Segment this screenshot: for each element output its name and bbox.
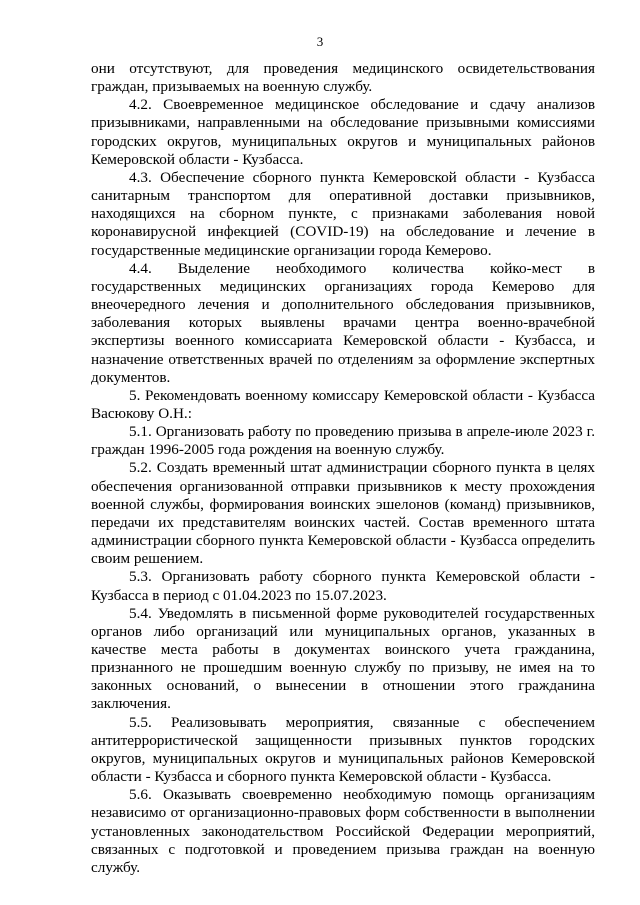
paragraph-5-2: 5.2. Создать временный штат администрации сборного пункта в целях обеспечения организованной отправки призывников к месту прохождения военной службы, формирования воинских эшелонов (команд) призывников, передачи их представителям воинских частей. Состав временного штата администрации сборного пункта Кемеровской области - Кузбасса определить своим решением. [91, 459, 595, 568]
paragraph-5-3: 5.3. Организовать работу сборного пункта Кемеровской области - Кузбасса в период с 01.04.2023 по 15.07.2023. [91, 568, 595, 604]
paragraph-4-3: 4.3. Обеспечение сборного пункта Кемеровской области - Кузбасса санитарным транспортом для оперативной доставки призывников, находящихся на сборном пункте, с признаками заболевания новой коронавирусной инфекцией (COVID-19) на обследование и лечение в государственные медицинские организации города Кемерово. [91, 168, 595, 259]
paragraph-5-6: 5.6. Оказывать своевременно необходимую помощь организациям независимо от организационно-правовых форм собственности в выполнении установленных законодательством Российской Федерации мероприятий, связанных с подготовкой и проведением призыва граждан на военную службу. [91, 786, 595, 876]
paragraph-4-2: 4.2. Своевременное медицинское обследование и сдачу анализов призывниками, направленными на обследование призывными комиссиями городских округов, муниципальных округов и муниципальных районов Кемеровской области - Кузбасса. [91, 96, 595, 168]
paragraph-4-4: 4.4. Выделение необходимого количества койко-мест в государственных медицинских организациях города Кемерово для внеочередного лечения и дополнительного обследования призывников, заболевания которых выявлены врачами центра военно-врачебной экспертизы военного комиссариата Кемеровской области - Кузбасса, и назначение ответственных врачей по отделениям за оформление экспертных документов. [91, 259, 595, 386]
paragraph-continuation: они отсутствуют, для проведения медицинского освидетельствования граждан, призываемых на военную службу. [91, 60, 595, 96]
document-body [91, 60, 595, 877]
paragraph-5: 5. Рекомендовать военному комиссару Кемеровской области - Кузбасса Васюкову О.Н.: [91, 386, 595, 422]
paragraph-5-4: 5.4. Уведомлять в письменной форме руководителей государственных органов либо организаций или муниципальных органов, указанных в качестве места работы в документах воинского учета гражданина, признанного не прошедшим военную службу по призыву, не имея на то законных оснований, о вынесении в отношении этого гражданина заключения. [91, 604, 595, 713]
page-number: 3 [316, 34, 324, 49]
paragraph-5-5: 5.5. Реализовывать мероприятия, связанные с обеспечением антитеррористической защищенности призывных пунктов городских округов, муниципальных округов и муниципальных районов Кемеровской области - Кузбасса и сборного пункта Кемеровской области - Кузбасса. [91, 713, 595, 786]
paragraph-5-1: 5.1. Организовать работу по проведению призыва в апреле-июле 2023 г. граждан 1996-2005 года рождения на военную службу. [91, 423, 595, 459]
